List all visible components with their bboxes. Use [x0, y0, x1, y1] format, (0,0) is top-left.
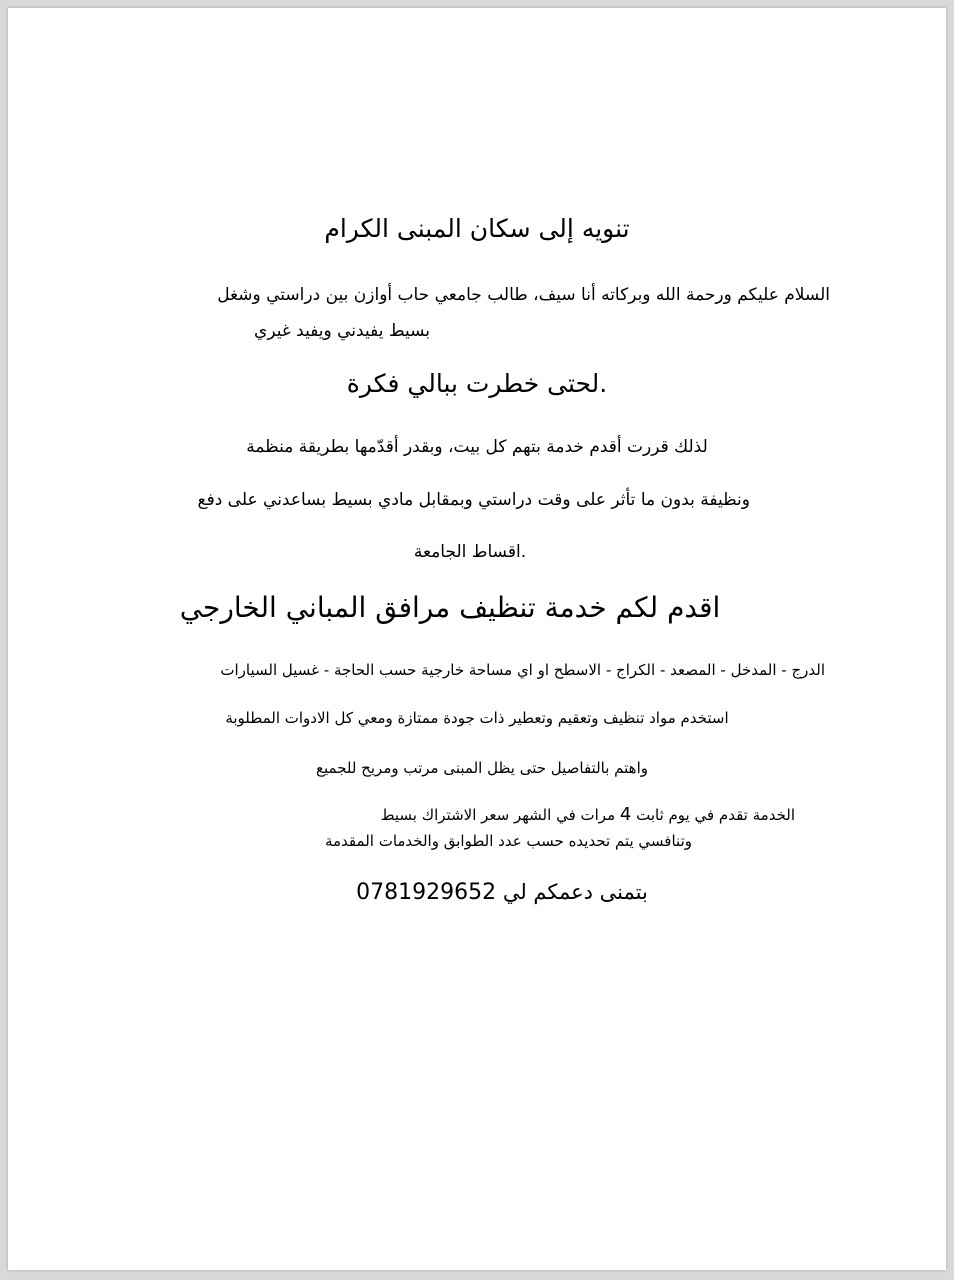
greeting-line-2: بسيط يفيدني ويفيد غيري: [254, 321, 430, 341]
materials-line: استخدم مواد تنظيف وتعقيم وتعطير ذات جودة ممتازة ومعي كل الادوات المطلوبة: [225, 709, 729, 727]
schedule-text-before: الخدمة تقدم في يوم ثابت: [631, 806, 795, 824]
phone-number: 0781929652: [356, 880, 497, 905]
schedule-line-1: [320, 804, 795, 825]
greeting-line-1: السلام عليكم ورحمة الله وبركاته أنا سيف، طالب جامعي حاب أوازن بين دراستي وشغل: [217, 285, 830, 305]
schedule-line-2: وتنافسي يتم تحديده حسب عدد الطوابق والخدمات المقدمة: [324, 832, 692, 850]
closing-text: بتمنى دعمكم لي: [496, 880, 648, 904]
closing-line: [0, 880, 954, 905]
paragraph-line-2: ونظيفة بدون ما تأثر على وقت دراستي وبمقابل مادي بسيط بساعدني على دفع: [197, 490, 750, 510]
details-line: واهتم بالتفاصيل حتى يظل المبنى مرتب ومريح للجميع: [316, 759, 648, 777]
visits-count: 4: [619, 804, 632, 825]
offer-heading: اقدم لكم خدمة تنظيف مرافق المباني الخارجي: [179, 591, 721, 624]
document-page: [8, 8, 946, 1270]
paragraph-line-1: لذلك قررت أقدم خدمة بتهم كل بيت، وبقدر أقدّمها بطريقة منظمة: [246, 437, 708, 457]
services-list: الدرج - المدخل - المصعد - الكراج - الاسطح او اي مساحة خارجية حسب الحاجة - غسيل السيارات: [220, 661, 825, 679]
notice-title: تنويه إلى سكان المبنى الكرام: [324, 214, 630, 243]
schedule-text-after: مرات في الشهر سعر الاشتراك بسيط: [380, 806, 620, 824]
idea-heading: .لحتى خطرت ببالي فكرة: [346, 369, 608, 398]
paragraph-line-3: .اقساط الجامعة: [413, 542, 527, 562]
